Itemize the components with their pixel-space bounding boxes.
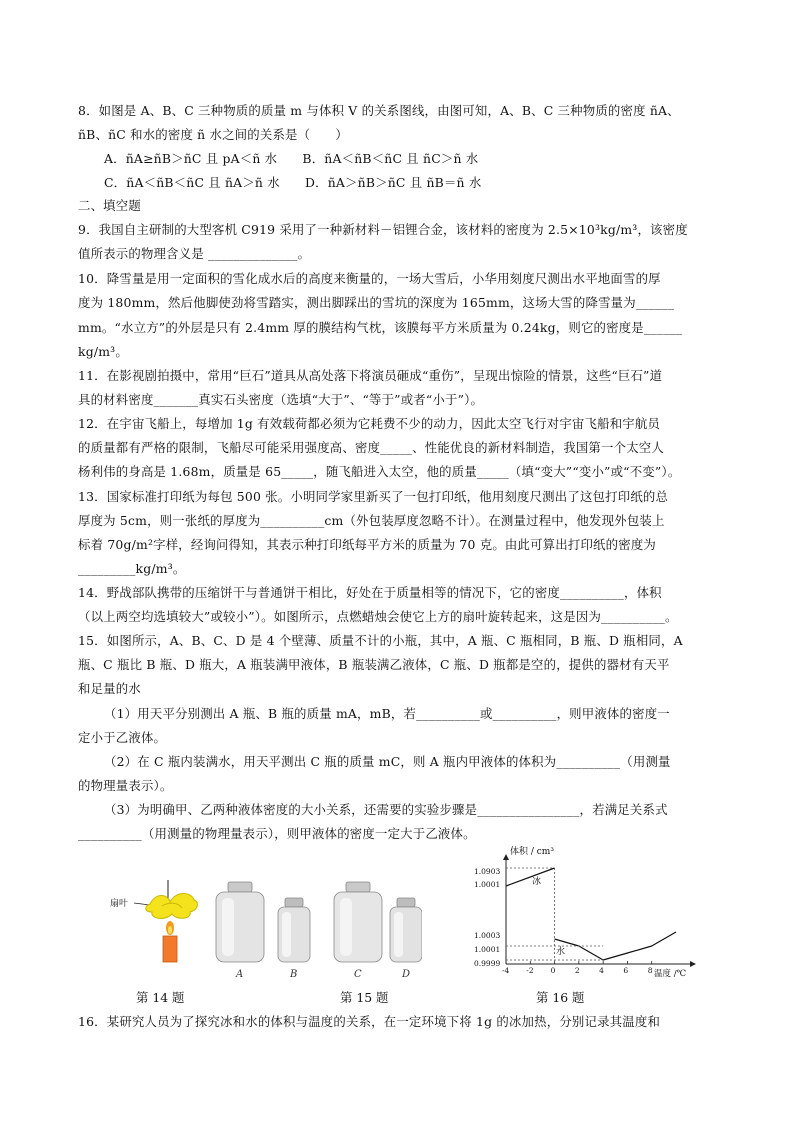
q8-line-1: 8．如图是 A、B、C 三种物质的质量 m 与体积 V 的关系图线，由图可知，A、B、C 三种物质的密度 ñA、	[78, 103, 680, 118]
q13-line-4: _________kg/m³。	[78, 561, 186, 576]
chart-ylabel: 体积 / cm³	[510, 847, 554, 857]
q15-part1-line-2: 定小于乙液体。	[78, 730, 167, 745]
bottle-a	[216, 882, 264, 962]
figure-14-caption: 第 14 题	[136, 990, 185, 1005]
q15-part1-line-1: （1）用天平分别测出 A 瓶、B 瓶的质量 mA，mB，若__________或__________，则甲液体的密度一	[104, 706, 670, 721]
ytick-5: 0.9999	[474, 959, 501, 968]
figure-15-caption: 第 15 题	[340, 990, 389, 1005]
bottles-illustration	[212, 880, 422, 980]
chart-xlabel: 温度 /℃	[654, 969, 687, 979]
bottle-label-d: D	[402, 969, 411, 980]
volume-temperature-chart	[470, 842, 698, 982]
q15-part3-line-1: （3）为明确甲、乙两种液体密度的大小关系，还需要的实验步骤是________________，若满足关系式	[104, 802, 668, 817]
q14-line-2: （以上两空均选填较大”或较小”）。如图所示，点燃蜡烛会使它上方的扇叶旋转起来，这是因为__________。	[78, 609, 678, 624]
water-series-label: 水	[556, 947, 566, 957]
q14-line-1: 14．野战部队携带的压缩饼干与普通饼干相比，好处在于质量相等的情况下，它的密度__________，体积	[78, 585, 662, 600]
q11-line-2: 具的材料密度_______真实石头密度（选填“大于”、“等于”或者“小于”）。	[78, 392, 484, 407]
x-axis-arrow	[690, 961, 696, 967]
xtick-label: 0	[550, 966, 556, 975]
q10-line-1: 10．降雪量是用一定面积的雪化成水后的高度来衡量的，一场大雪后，小华用刻度尺测出水平地面雪的厚	[78, 271, 661, 286]
q15-part2-line-2: 的物理量表示）。	[78, 778, 173, 793]
xtick-label: 2	[574, 966, 580, 975]
ytick-4: 1.0001	[474, 945, 501, 954]
q15-line-3: 和足量的水	[78, 681, 141, 696]
q12-line-3: 杨利伟的身高是 1.68m，质量是 65_____，随飞船进入太空，他的质量_____（填“变大”“变小”或“不变”）。	[78, 464, 681, 479]
section-heading-fill-blank: 二、填空题	[78, 198, 141, 213]
q8-options-cd: C．ñA＜ñB＜ñC 且 ñA＞ñ 水 D．ñA＞ñB＞ñC 且 ñB＝ñ 水	[104, 175, 482, 190]
q9-line-1: 9．我国自主研制的大型客机 C919 采用了一种新材料－铝锂合金，该材料的密度为 2.5×10³kg/m³，该密度	[78, 222, 688, 237]
q15-line-1: 15．如图所示，A、B、C、D 是 4 个壁薄、质量不计的小瓶，其中，A 瓶、C 瓶相同，B 瓶、D 瓶相同，A	[78, 633, 683, 648]
figure-15	[212, 880, 422, 980]
q10-line-3: mm。“水立方”的外层是只有 2.4mm 厚的膜结构气枕，该膜每平方米质量为 0.24kg，则它的密度是______	[78, 320, 683, 335]
q10-line-4: kg/m³。	[78, 344, 128, 359]
fan-blade-label: 扇叶	[110, 899, 129, 909]
candle-fan-illustration	[104, 880, 214, 970]
xtick-label: -4	[502, 966, 510, 975]
figure-14	[104, 880, 214, 970]
bottle-c	[334, 882, 382, 962]
q13-line-3: 标着 70g/m²字样，经询问得知，其表示种打印纸每平方米的质量为 70 克。由此可算出打印纸的密度为	[78, 537, 656, 552]
xtick-label: 6	[623, 966, 629, 975]
q13-line-1: 13．国家标准打印纸为每包 500 张。小明同学家里新买了一包打印纸，他用刻度尺测出了这包打印纸的总	[78, 489, 669, 504]
bottle-b	[278, 898, 310, 962]
y-axis-arrow	[503, 854, 509, 860]
figure-16-chart	[470, 842, 698, 982]
q9-line-2: 值所表示的物理含义是 ______________。	[78, 246, 311, 261]
q11-line-1: 11．在影视剧拍摄中，常用“巨石”道具从高处落下将演员砸成“重伤”，呈现出惊险的情景，这些“巨石”道	[78, 368, 663, 383]
water-series-line	[555, 932, 676, 960]
figure-16-caption: 第 16 题	[536, 990, 585, 1005]
xtick-label: 8	[647, 966, 653, 975]
bottle-label-b: B	[290, 969, 298, 980]
ytick-3: 1.0003	[474, 931, 501, 940]
ice-series-label: 冰	[532, 877, 542, 887]
bottle-label-c: C	[354, 969, 362, 980]
q15-line-2: 瓶、C 瓶比 B 瓶、D 瓶大，A 瓶装满甲液体，B 瓶装满乙液体，C 瓶、D 瓶都是空的，提供的器材有天平	[78, 657, 670, 672]
q8-options-ab: A．ñA≥ñB＞ñC 且 pA＜ñ 水 B．ñA＜ñB＜ñC 且 ñC＞ñ 水	[104, 151, 479, 166]
q12-line-1: 12．在宇宙飞船上，每增加 1g 有效载荷都必须为它耗费不少的动力，因此太空飞行对宇宙飞船和宇航员	[78, 416, 661, 431]
q13-line-2: 厚度为 5cm，则一张纸的厚度为__________cm（外包装厚度忽略不计）。在测量过程中，他发现外包装上	[78, 513, 665, 528]
ytick-1: 1.0903	[474, 867, 501, 876]
q8-line-2: ñB、ñC 和水的密度 ñ 水之间的关系是（ ）	[78, 127, 348, 142]
xtick-label: 4	[599, 966, 604, 975]
q15-part3-line-2: __________（用测量的物理量表示），则甲液体的密度一定大于乙液体。	[78, 826, 476, 841]
candle-body	[163, 936, 177, 962]
q12-line-2: 的质量都有严格的限制，飞船尽可能采用强度高、密度_____、性能优良的新材料制造，我国第一个太空人	[78, 440, 664, 455]
q15-part2-line-1: （2）在 C 瓶内装满水，用天平测出 C 瓶的质量 mC，则 A 瓶内甲液体的体积为__________（用测量	[104, 754, 671, 769]
fan-blade-shape	[146, 894, 198, 919]
xtick-label: -2	[526, 966, 534, 975]
bottle-label-a: A	[236, 969, 244, 980]
ytick-2: 1.0001	[474, 880, 501, 889]
ice-series-line	[506, 868, 555, 886]
bottle-d	[390, 898, 422, 962]
q10-line-2: 度为 180mm，然后他脚使劲将雪踏实，测出脚踩出的雪坑的深度为 165mm，这场大雪的降雪量为______	[78, 295, 675, 310]
q16-line-1: 16．某研究人员为了探究冰和水的体积与温度的关系，在一定环境下将 1g 的冰加热，分别记录其温度和	[78, 1014, 661, 1029]
